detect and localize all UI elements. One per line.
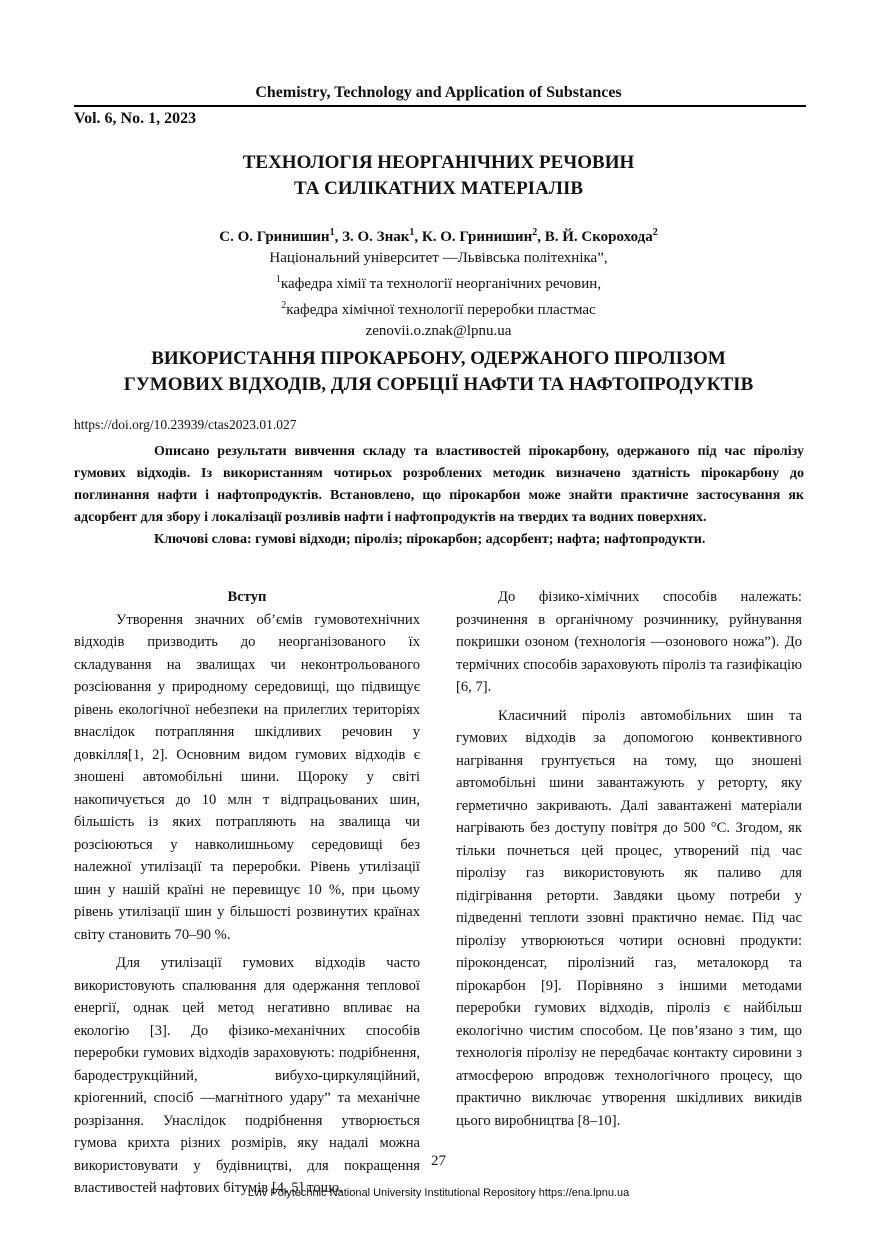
intro-paragraph-2: Для утилізації гумових відходів часто використовують спалювання для одержання теплової енергії, однак цей метод негативно впливає на екологію [3]. До фізико-механічних способів переробки гумових відходів зараховують: подрібнення, бародеструкційний, вибухо-циркуляційний, кріогенний, спосіб ―магнітного удару” та механічне розрізання. Унаслідок подрібнення утворюється гумова крихта різних розмірів, яку надалі можна використовувати у будівництві, для покращення властивостей нафтових бітумів [4, 5] тощо. <box>74 955 420 1196</box>
author-1-affiliation: 1 <box>329 227 335 238</box>
journal-title: Chemistry, Technology and Application of Substances <box>255 84 622 101</box>
section-heading-line-1: ТЕХНОЛОГІЯ НЕОРГАНІЧНИХ РЕЧОВИН <box>242 152 635 173</box>
author-3-affiliation: 2 <box>532 227 538 238</box>
author-3: К. О. Гринишин <box>421 229 533 245</box>
department-1-text: кафедра хімії та технології неорганічних речовин, <box>280 276 602 292</box>
department-1 <box>0 269 877 295</box>
intro-paragraph-1: Утворення значних об’ємів гумовотехнічних відходів призводить до неорганізованого їх складування на звалищах чи неконтрольованого розсіювання у природному середовищі, що підвищує рівень екологічної небезпеки на прилеглих територіях внаслідок потрапляння шкідливих речовин у довкілля[1, 2]. Основним видом гумових відходів є зношені автомобільні шини. Щороку у світі накопичується до 10 млн т відпрацьованих шин, більшість із яких потрапляють на звалища чи розсіюються у навколишньому середовищі без належної утилізації та переробки. Рівень утилізації шин у нашій країні не перевищує 10 %, при цьому рівень утилізації шин у більшості розвинутих країнах світу становить 70–90 %. <box>74 611 420 943</box>
section-heading <box>0 150 877 202</box>
author-4: В. Й. Скорохода <box>544 229 653 245</box>
keywords: Ключові слова: гумові відходи; піроліз; пірокарбон; адсорбент; нафта; нафтопродукти. <box>154 532 706 547</box>
author-1: С. О. Гринишин <box>219 229 330 245</box>
paper-title-line-2: ГУМОВИХ ВІДХОДІВ, ДЛЯ СОРБЦІЇ НАФТИ ТА НАФТОПРОДУКТІВ <box>123 374 754 395</box>
header-rule <box>74 105 806 107</box>
column-right <box>456 586 802 1132</box>
doi-link[interactable]: https://doi.org/10.23939/ctas2023.01.027 <box>74 417 297 432</box>
abstract-text: Описано результати вивчення складу та властивостей пірокарбону, одержаного під час піролізу гумових відходів. Із використанням чотирьох розроблених методик визначено здатність пірокарбону до поглинання нафти і нафтопродуктів. Встановлено, що пірокарбон може знайти практичне застосування як адсорбент для збору і локалізації розливів нафти і нафтопродуктів на твердих та водних поверхнях. <box>74 444 804 525</box>
paper-title <box>0 346 877 398</box>
paper-title-line-1: ВИКОРИСТАННЯ ПІРОКАРБОНУ, ОДЕРЖАНОГО ПІРОЛІЗОМ <box>151 348 726 369</box>
column-left <box>74 586 420 1200</box>
abstract <box>74 441 804 551</box>
department-2 <box>0 295 877 321</box>
department-2-text: кафедра хімічної технології переробки пластмас <box>286 302 596 318</box>
department-1-marker: 1 <box>275 274 281 285</box>
department-2-marker: 2 <box>281 300 287 311</box>
author-block <box>0 222 877 342</box>
author-2: З. О. Знак <box>342 229 410 245</box>
author-2-affiliation: 1 <box>409 227 415 238</box>
university: Національний університет ―Львівська політехніка”, <box>269 250 608 266</box>
volume-issue: Vol. 6, No. 1, 2023 <box>74 110 197 127</box>
page-number: 27 <box>431 1153 446 1169</box>
intro-heading: Вступ <box>227 589 267 605</box>
author-names <box>0 222 877 248</box>
intro-paragraph-4: Класичний піроліз автомобільних шин та гумових відходів за допомогою конвективного нагрівання грунтується на тому, що зношені автомобільні шини завантажують у реторту, яку герметично закривають. Далі завантажені матеріали нагрівають без доступу повітря до 500 °С. Згодом, як тільки почнеться цей процес, утворений під час піролізу газ використовують як паливо для підігрівання реторти. Завдяки цьому потреби у підведенні теплоти ззовні практично немає. Під час піролізу утворюються чотири основні продукти: піроконденсат, піролізний газ, металокорд та пірокарбон [9]. Порівняно з іншими методами переробки гумових відходів, піроліз є найбільш екологічно чистим способом. Це пов’язано з тим, що технологія піролізу не передбачає контакту сировини з атмосферою впродовж технологічного процесу, що практично виключає утворення шкідливих викидів цього виробництва [8–10]. <box>456 707 802 1129</box>
author-email[interactable]: zenovii.o.znak@lpnu.ua <box>365 323 512 339</box>
author-separator: , <box>537 229 545 245</box>
repository-footer: Lviv Polytechnic National University Institutional Repository https://ena.lpnu.ua <box>247 1187 630 1199</box>
author-separator: , <box>414 229 422 245</box>
author-separator: , <box>334 229 343 245</box>
section-heading-line-2: ТА СИЛІКАТНИХ МАТЕРІАЛІВ <box>293 178 584 199</box>
intro-paragraph-3: До фізико-хімічних способів належать: розчинення в органічному розчиннику, руйнування покришки озоном (технологія ―озонового ножа”). До термічних способів зараховують піроліз та газифікацію [6, 7]. <box>456 589 802 695</box>
author-4-affiliation: 2 <box>652 227 658 238</box>
